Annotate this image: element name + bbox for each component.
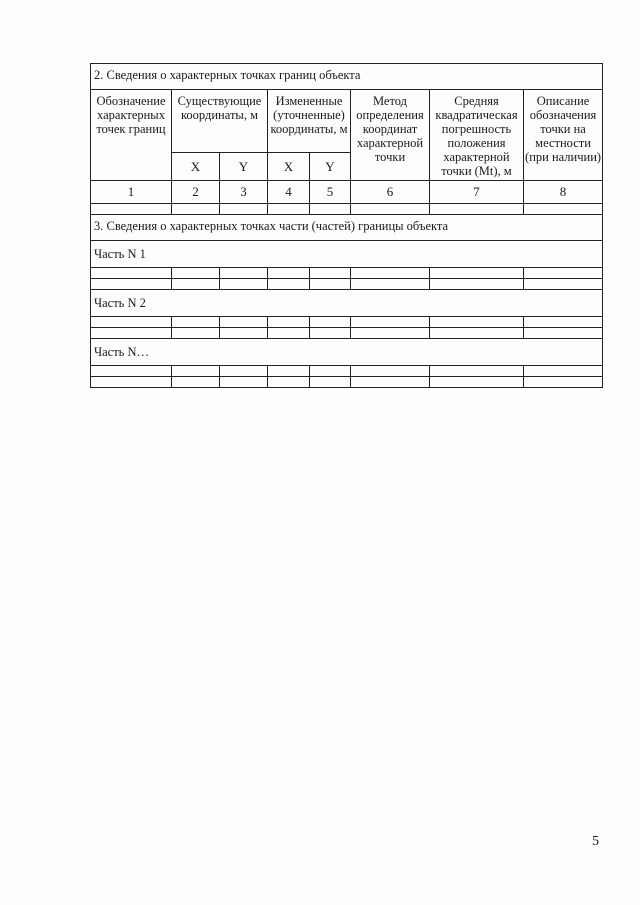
table-row bbox=[91, 328, 603, 339]
table-cell[interactable] bbox=[172, 377, 220, 388]
table-cell[interactable] bbox=[351, 268, 430, 279]
table-cell[interactable] bbox=[351, 317, 430, 328]
table-cell[interactable] bbox=[524, 328, 603, 339]
column-number-4: 4 bbox=[268, 181, 310, 204]
col-header-method: Метод определения координат характерной точки bbox=[351, 90, 430, 181]
col-header-designation: Обозначение характерных точек границ bbox=[91, 90, 172, 181]
table-cell[interactable] bbox=[91, 279, 172, 290]
table-cell[interactable] bbox=[220, 268, 268, 279]
table-cell[interactable] bbox=[91, 328, 172, 339]
table-cell[interactable] bbox=[268, 279, 310, 290]
table-cell[interactable] bbox=[220, 377, 268, 388]
table-cell[interactable] bbox=[91, 204, 172, 215]
table-cell[interactable] bbox=[172, 317, 220, 328]
column-number-3: 3 bbox=[220, 181, 268, 204]
table-cell[interactable] bbox=[310, 328, 351, 339]
boundary-points-table bbox=[90, 63, 603, 388]
col-header-changed-x: X bbox=[268, 153, 310, 181]
table-row bbox=[91, 204, 603, 215]
column-number-2: 2 bbox=[172, 181, 220, 204]
table-cell[interactable] bbox=[220, 204, 268, 215]
table-row bbox=[91, 279, 603, 290]
table-cell[interactable] bbox=[524, 317, 603, 328]
col-header-existing-x: X bbox=[172, 153, 220, 181]
table-cell[interactable] bbox=[172, 279, 220, 290]
table-cell[interactable] bbox=[220, 279, 268, 290]
table-cell[interactable] bbox=[430, 377, 524, 388]
table-cell[interactable] bbox=[172, 268, 220, 279]
table-row bbox=[91, 377, 603, 388]
table-cell[interactable] bbox=[351, 204, 430, 215]
page-number: 5 bbox=[592, 834, 599, 849]
column-number-6: 6 bbox=[351, 181, 430, 204]
table-row bbox=[91, 366, 603, 377]
table-cell[interactable] bbox=[524, 268, 603, 279]
table-cell[interactable] bbox=[430, 279, 524, 290]
table-cell[interactable] bbox=[268, 268, 310, 279]
table-cell[interactable] bbox=[524, 366, 603, 377]
section-2-title: 2. Сведения о характерных точках границ объекта bbox=[91, 64, 603, 90]
table-cell[interactable] bbox=[220, 317, 268, 328]
part-n-label: Часть N… bbox=[91, 339, 603, 366]
table-cell[interactable] bbox=[310, 377, 351, 388]
table-cell[interactable] bbox=[430, 317, 524, 328]
col-header-description: Описание обозначения точки на местности (при наличии) bbox=[524, 90, 603, 181]
table-cell[interactable] bbox=[430, 204, 524, 215]
section-3-title: 3. Сведения о характерных точках части (частей) границы объекта bbox=[91, 215, 603, 241]
table-row bbox=[91, 317, 603, 328]
table-cell[interactable] bbox=[91, 377, 172, 388]
table-cell[interactable] bbox=[220, 366, 268, 377]
table-cell[interactable] bbox=[430, 328, 524, 339]
table-row bbox=[91, 268, 603, 279]
column-number-1: 1 bbox=[91, 181, 172, 204]
table-cell[interactable] bbox=[172, 366, 220, 377]
table-cell[interactable] bbox=[430, 366, 524, 377]
table-cell[interactable] bbox=[310, 317, 351, 328]
column-number-5: 5 bbox=[310, 181, 351, 204]
table-cell[interactable] bbox=[268, 317, 310, 328]
table-cell[interactable] bbox=[310, 204, 351, 215]
table-cell[interactable] bbox=[268, 328, 310, 339]
table-cell[interactable] bbox=[220, 328, 268, 339]
table-cell[interactable] bbox=[310, 268, 351, 279]
col-header-changed-coordinates: Измененные (уточненные) координаты, м bbox=[268, 90, 351, 153]
part-2-label: Часть N 2 bbox=[91, 290, 603, 317]
table-cell[interactable] bbox=[91, 317, 172, 328]
table-cell[interactable] bbox=[351, 366, 430, 377]
table-cell[interactable] bbox=[91, 366, 172, 377]
table-cell[interactable] bbox=[310, 366, 351, 377]
column-number-7: 7 bbox=[430, 181, 524, 204]
part-1-label: Часть N 1 bbox=[91, 241, 603, 268]
table-cell[interactable] bbox=[351, 328, 430, 339]
table-cell[interactable] bbox=[351, 279, 430, 290]
table-cell[interactable] bbox=[310, 279, 351, 290]
table-cell[interactable] bbox=[268, 377, 310, 388]
table-cell[interactable] bbox=[172, 328, 220, 339]
table-cell[interactable] bbox=[268, 204, 310, 215]
table-cell[interactable] bbox=[268, 366, 310, 377]
table-cell[interactable] bbox=[172, 204, 220, 215]
col-header-existing-y: Y bbox=[220, 153, 268, 181]
table-cell[interactable] bbox=[524, 279, 603, 290]
col-header-error: Средняя квадратическая погрешность положения характерной точки (Mt), м bbox=[430, 90, 524, 181]
col-header-changed-y: Y bbox=[310, 153, 351, 181]
column-number-8: 8 bbox=[524, 181, 603, 204]
col-header-existing-coordinates: Существующие координаты, м bbox=[172, 90, 268, 153]
table-cell[interactable] bbox=[524, 377, 603, 388]
table-cell[interactable] bbox=[351, 377, 430, 388]
table-cell[interactable] bbox=[524, 204, 603, 215]
table-cell[interactable] bbox=[91, 268, 172, 279]
table-cell[interactable] bbox=[430, 268, 524, 279]
